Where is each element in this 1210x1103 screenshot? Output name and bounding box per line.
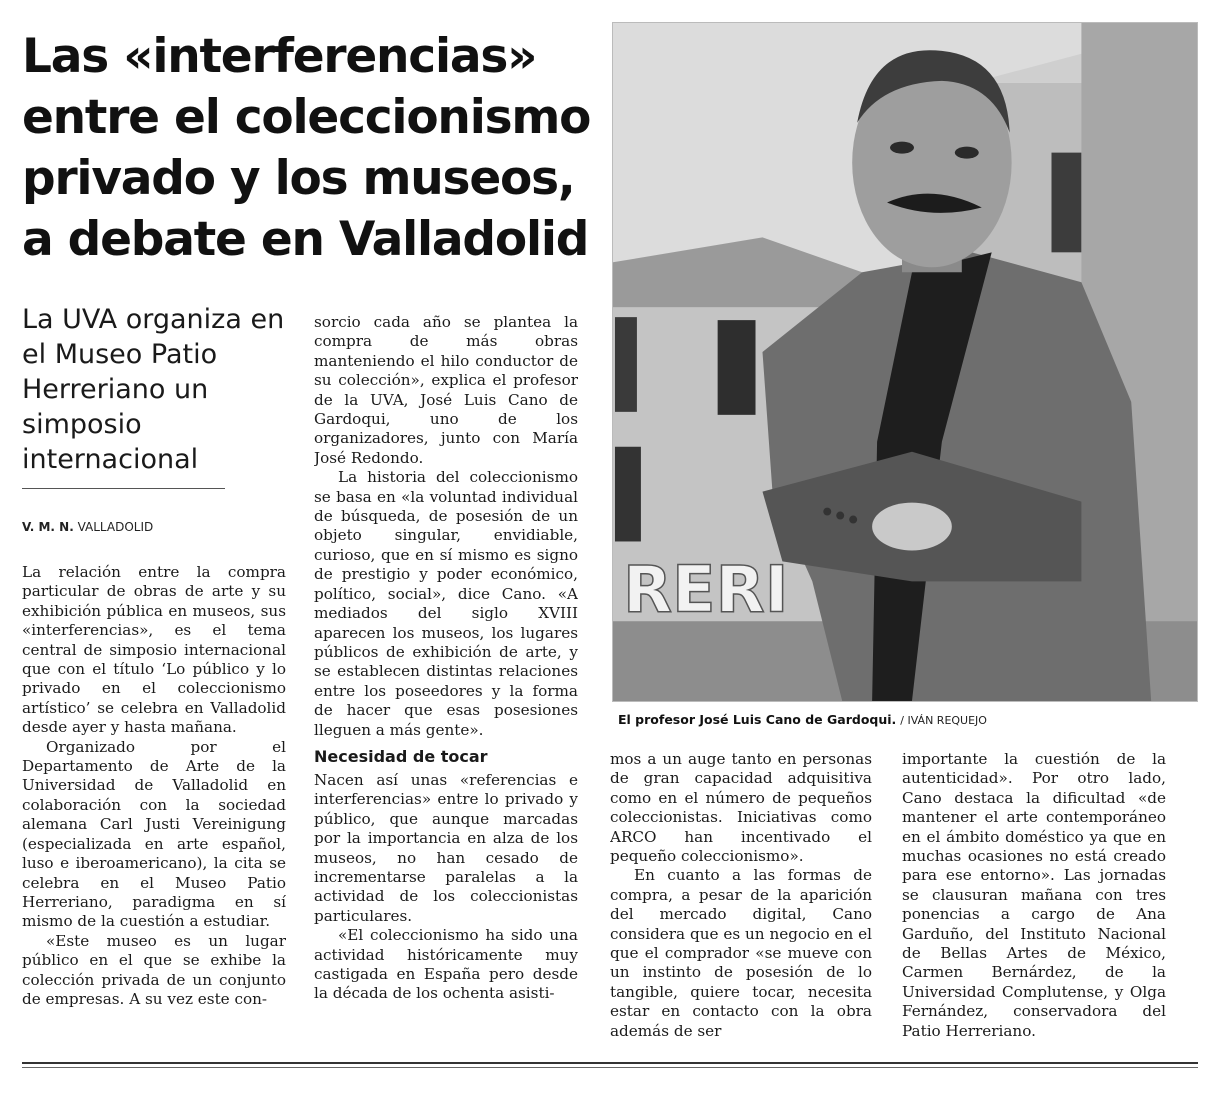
paragraph: La historia del coleccionismo se basa en «la voluntad individual de búsqueda, de posesión de un objeto singular, envidiable, curioso, que en sí mismo es signo de prestigio y poder económico, político, social», dice Cano. «A mediados del siglo XVIII aparecen los museos, los lugares públicos de exhibición de arte, y se establecen distintas relaciones entre los poseedores y la forma de hacer que esas posesiones lleguen a más gente». xyxy=(314,468,578,739)
article-column-4 xyxy=(902,750,1166,1055)
headline-line-3: privado y los museos, xyxy=(22,151,575,206)
museum-sign-text: RERI xyxy=(622,553,789,628)
page-bottom-rule-thin xyxy=(22,1067,1198,1068)
paragraph: En cuanto a las formas de compra, a pesar de la aparición del mercado digital, Cano considera que es un negocio en el que el comprador «se mueve con un instinto de posesión de lo tangible, quiere tocar, necesita estar en contacto con la obra además de ser xyxy=(610,866,872,1040)
page-bottom-rule xyxy=(22,1062,1198,1064)
headline-line-2: entre el coleccionismo xyxy=(22,90,591,145)
deck-subtitle: La UVA organiza en el Museo Patio Herreriano un simposio internacional xyxy=(22,304,285,475)
headline xyxy=(22,26,602,270)
subheading: Necesidad de tocar xyxy=(314,746,488,766)
article-column-3 xyxy=(610,750,872,1055)
paragraph: Organizado por el Departamento de Arte de la Universidad de Valladolid en colaboración con la sociedad alemana Carl Justi Vereinigung (especializada en arte español, luso e iberoamericano), la cita se celebra en el Museo Patio Herreriano, paradigma en sí mismo de la cuestión a estudiar. xyxy=(22,737,286,931)
headline-line-4: a debate en Valladolid xyxy=(22,212,589,267)
article-column-2 xyxy=(314,313,578,1053)
deck-divider xyxy=(22,488,225,489)
paragraph: sorcio cada año se plantea la compra de más obras manteniendo el hilo conductor de su colección», explica el profesor de la UVA, José Luis Cano de Gardoqui, uno de los organizadores, junto con María José Redondo. xyxy=(314,313,578,467)
paragraph: La relación entre la compra particular de obras de arte y su exhibición pública en museos, sus «interferencias», es el tema central de simposio internacional que con el título ‘Lo público y lo privado en el coleccionismo artístico’ se celebra en Valladolid desde ayer y hasta mañana. xyxy=(22,563,286,737)
paragraph: importante la cuestión de la autenticidad». Por otro lado, Cano destaca la dificultad «de mantener el arte contemporáneo en el ámbito doméstico ya que en muchas ocasiones no está creado para ese entorno». Las jornadas se clausuran mañana con tres ponencias a cargo de Ana Garduño, del Instituto Nacional de Bellas Artes de México, Carmen Bernárdez, de la Universidad Complutense, y Olga Fernández, conservadora del Patio Herreriano. xyxy=(902,750,1166,1040)
paragraph: mos a un auge tanto en personas de gran capacidad adquisitiva como en el número de pequeños coleccionistas. Iniciativas como ARCO han incentivado el pequeño coleccionismo». xyxy=(610,750,872,866)
headline-line-1: Las «interferencias» xyxy=(22,29,537,84)
paragraph: «Este museo es un lugar público en el que se exhibe la colección privada de un conjunto de empresas. A su vez este con- xyxy=(22,931,286,1008)
paragraph: Nacen así unas «referencias e interferencias» entre lo privado y público, que aunque marcadas por la importancia en alza de los museos, no han cesado de incrementarse paralelas a la actividad de los coleccionistas particulares. xyxy=(314,770,578,925)
portrait-photo xyxy=(612,22,1198,702)
photo-caption xyxy=(618,712,987,727)
byline-location: VALLADOLID xyxy=(77,520,154,534)
article-column-1 xyxy=(22,563,286,1063)
photo-credit: / IVÁN REQUEJO xyxy=(900,714,987,727)
byline-author: V. M. N. xyxy=(22,520,74,534)
byline xyxy=(22,520,153,534)
caption-text: El profesor José Luis Cano de Gardoqui. xyxy=(618,712,897,727)
paragraph: «El coleccionismo ha sido una actividad históricamente muy castigada en España pero desde la década de los ochenta asisti- xyxy=(314,926,578,1003)
